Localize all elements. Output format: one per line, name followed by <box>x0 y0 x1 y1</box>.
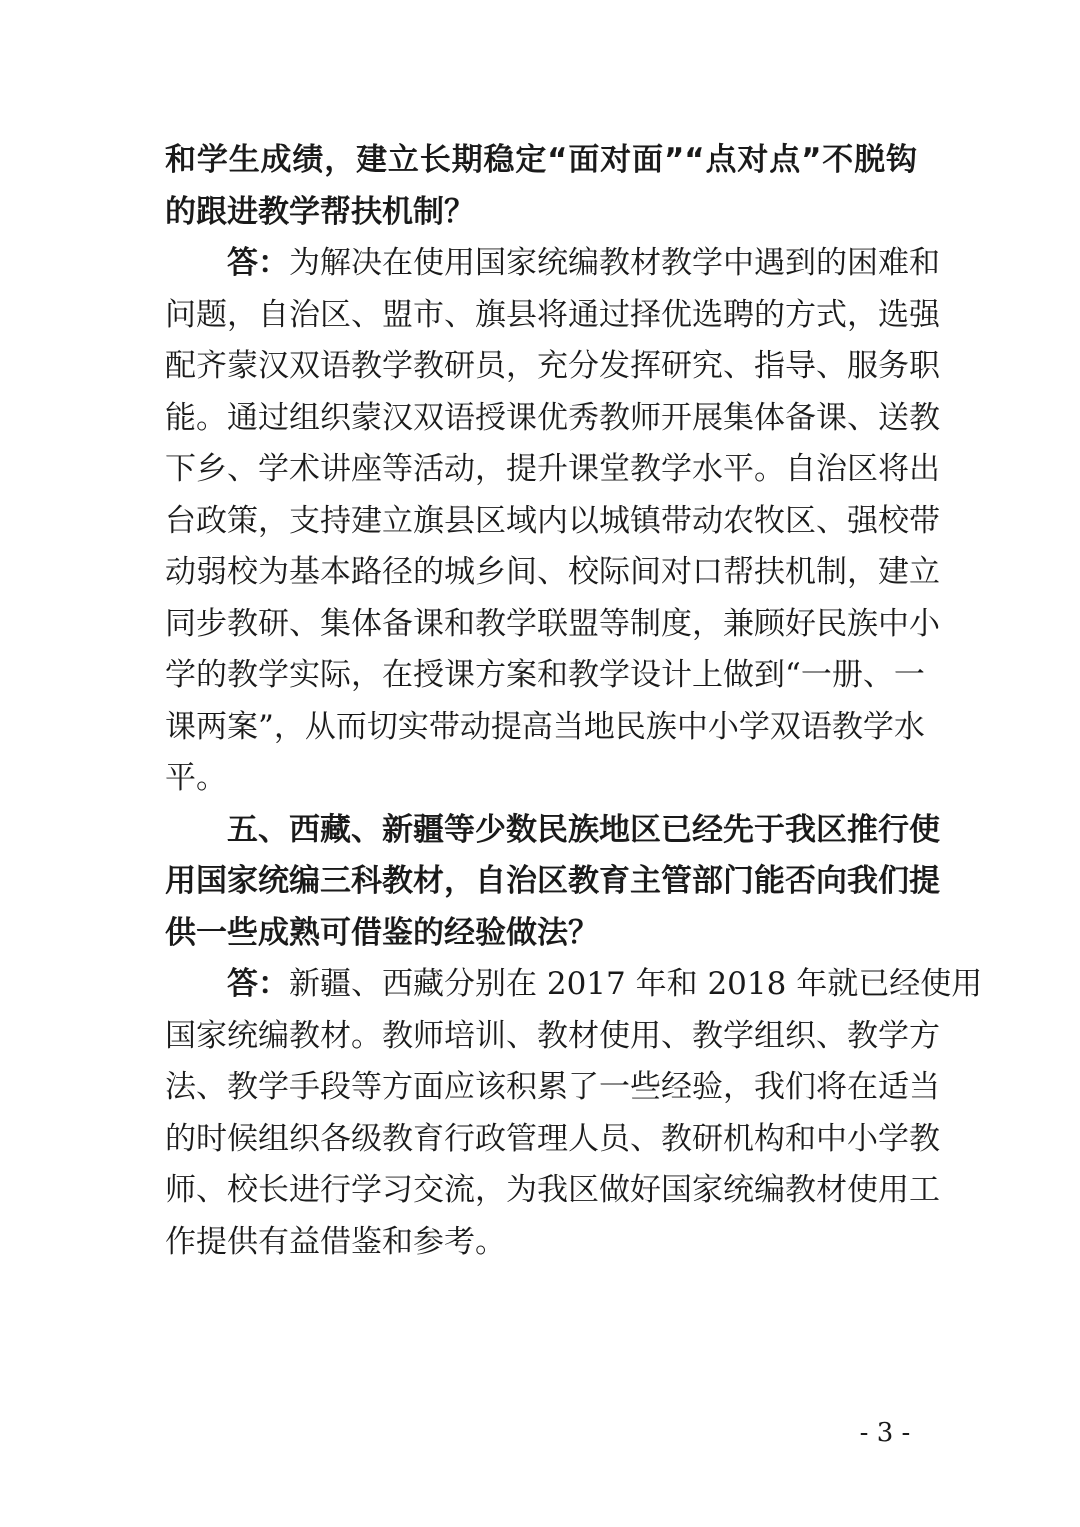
answer-5-line: 师、校长进行学习交流，为我区做好国家统编教材使用工 <box>165 1172 940 1208</box>
answer-4-line: 配齐蒙汉双语教学教研员，充分发挥研究、指导、服务职 <box>165 348 940 384</box>
answer-4-line: 课两案”，从而切实带动提高当地民族中小学双语教学水 <box>165 708 925 745</box>
answer-5-first-line <box>165 959 983 1011</box>
answer-label: 答： <box>227 966 289 1002</box>
answer-5-line: 国家统编教材。教师培训、教材使用、教学组织、教学方 <box>165 1017 940 1054</box>
answer-4-text: 为解决在使用国家统编教材教学中遇到的困难和 <box>289 245 940 281</box>
question-5-line: 供一些成熟可借鉴的经验做法？ <box>165 914 599 951</box>
answer-4-first-line <box>165 238 940 290</box>
answer-4-line: 能。通过组织蒙汉双语授课优秀教师开展集体备课、送教 <box>165 399 940 436</box>
answer-4-line: 下乡、学术讲座等活动，提升课堂教学水平。自治区将出 <box>165 451 940 487</box>
answer-5-text: 新疆、西藏分别在 2017 年和 2018 年就已经使用 <box>289 966 983 1002</box>
answer-label: 答： <box>227 245 289 281</box>
answer-5-line: 法、教学手段等方面应该积累了一些经验，我们将在适当 <box>165 1069 940 1105</box>
answer-4-line: 同步教研、集体备课和教学联盟等制度，兼顾好民族中小 <box>165 605 940 642</box>
page-body <box>165 135 983 1268</box>
question-5-line: 用国家统编三科教材，自治区教育主管部门能否向我们提 <box>165 863 940 899</box>
answer-5-line: 的时候组织各级教育行政管理人员、教研机构和中小学教 <box>165 1120 940 1157</box>
answer-4-line: 台政策，支持建立旗县区域内以城镇带动农牧区、强校带 <box>165 502 940 539</box>
question-4-line: 和学生成绩，建立长期稳定“面对面”“点对点”不脱钩 <box>165 142 917 178</box>
page-number: - 3 - <box>859 1418 911 1448</box>
question-4-line: 的跟进教学帮扶机制？ <box>165 193 475 230</box>
answer-4-line: 问题，自治区、盟市、旗县将通过择优选聘的方式，选强 <box>165 296 940 333</box>
answer-4-line: 动弱校为基本路径的城乡间、校际间对口帮扶机制，建立 <box>165 554 940 590</box>
answer-5-last-line: 作提供有益借鉴和参考。 <box>165 1223 506 1260</box>
answer-4-last-line: 平。 <box>165 760 227 796</box>
answer-4-line: 学的教学实际，在授课方案和教学设计上做到“一册、一 <box>165 657 925 693</box>
question-5-line: 五、西藏、新疆等少数民族地区已经先于我区推行使 <box>227 811 940 848</box>
